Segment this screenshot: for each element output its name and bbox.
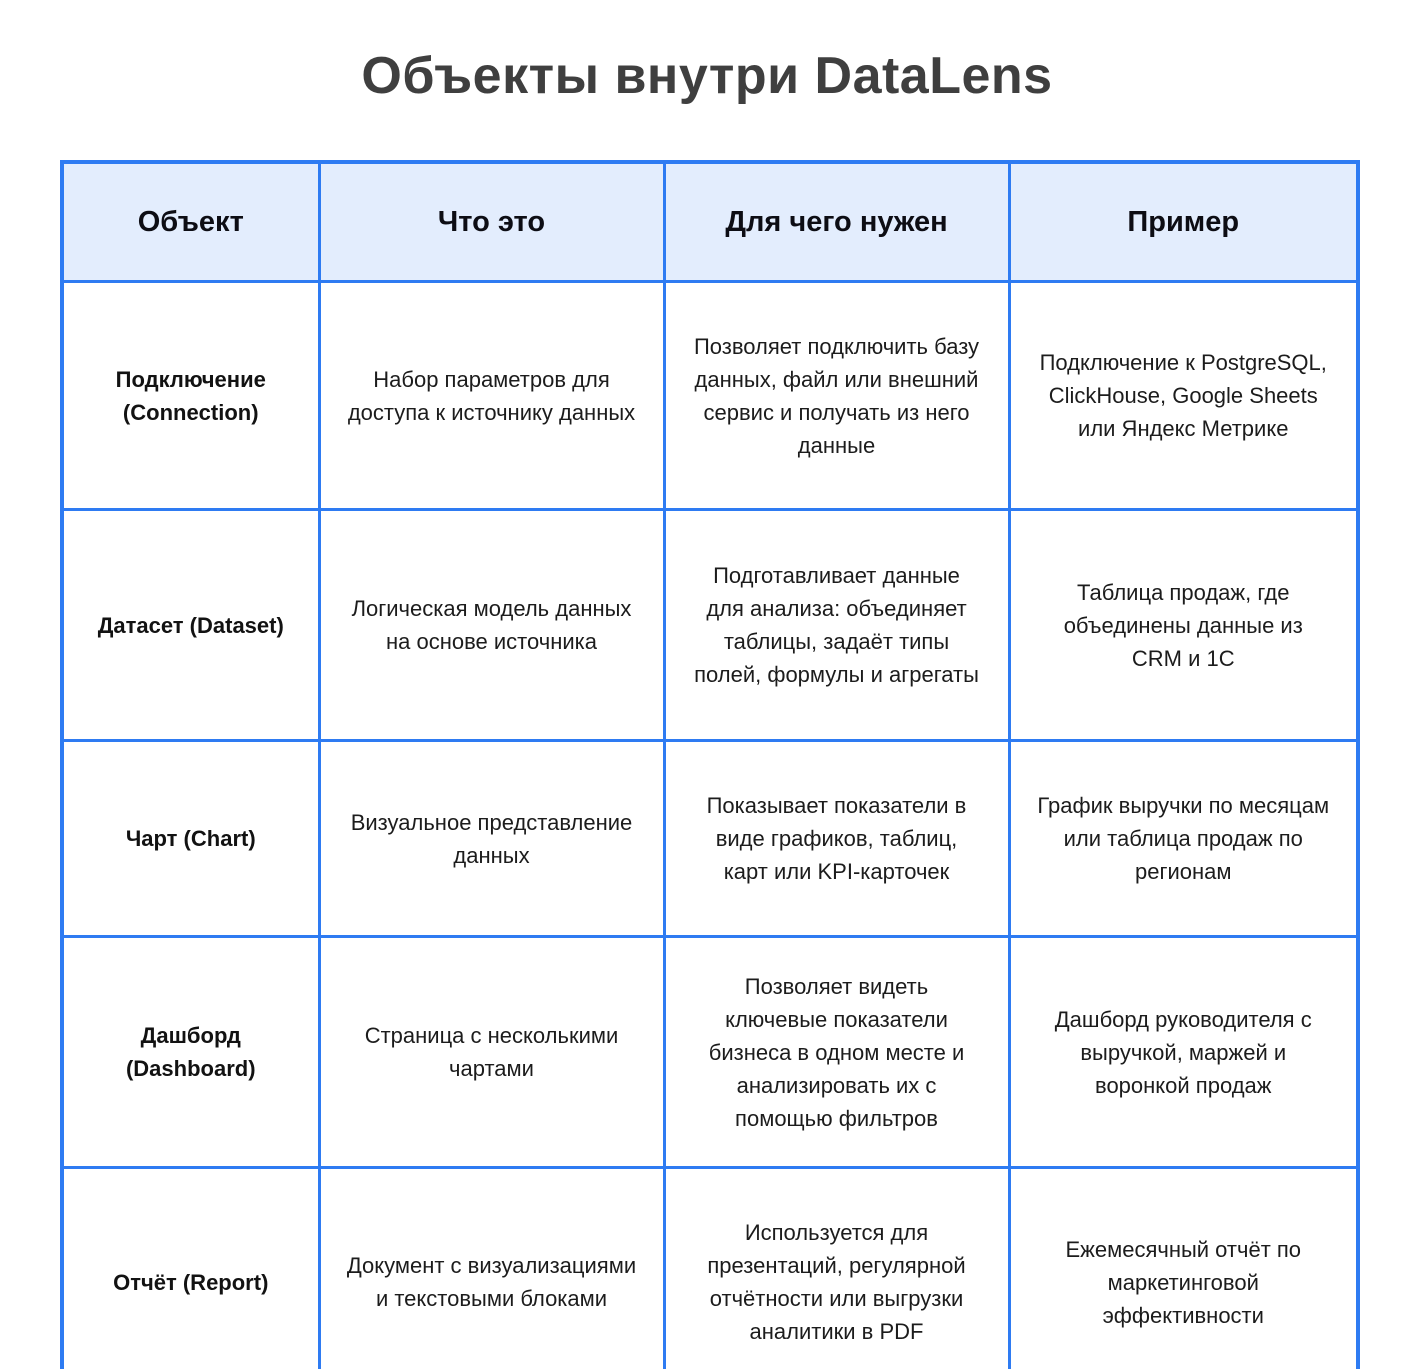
cell-what: Визуальное представление данных xyxy=(319,741,664,937)
cell-example: Дашборд руководителя с выручкой, маржей и воронкой продаж xyxy=(1009,937,1358,1168)
cell-what: Страница с несколькими чартами xyxy=(319,937,664,1168)
table-row-dataset xyxy=(62,510,1358,741)
cell-object: Подключение (Connection) xyxy=(62,282,319,510)
cell-purpose: Подготавливает данные для анализа: объединяет таблицы, задаёт типы полей, формулы и агрегаты xyxy=(664,510,1009,741)
datalens-objects-table xyxy=(60,160,1360,1369)
cell-what: Документ с визуализациями и текстовыми блоками xyxy=(319,1168,664,1369)
header-cell-purpose: Для чего нужен xyxy=(664,162,1009,282)
cell-example: График выручки по месяцам или таблица продаж по регионам xyxy=(1009,741,1358,937)
header-row xyxy=(62,162,1358,282)
cell-example: Ежемесячный отчёт по маркетинговой эффективности xyxy=(1009,1168,1358,1369)
cell-example: Таблица продаж, где объединены данные из CRM и 1С xyxy=(1009,510,1358,741)
header-cell-object: Объект xyxy=(62,162,319,282)
table-row-report xyxy=(62,1168,1358,1369)
cell-purpose: Используется для презентаций, регулярной отчётности или выгрузки аналитики в PDF xyxy=(664,1168,1009,1369)
cell-purpose: Позволяет подключить базу данных, файл или внешний сервис и получать из него данные xyxy=(664,282,1009,510)
table-row-chart xyxy=(62,741,1358,937)
cell-object: Отчёт (Report) xyxy=(62,1168,319,1369)
cell-object: Датасет (Dataset) xyxy=(62,510,319,741)
table-row-dashboard xyxy=(62,937,1358,1168)
cell-what: Логическая модель данных на основе источника xyxy=(319,510,664,741)
header-cell-example: Пример xyxy=(1009,162,1358,282)
cell-purpose: Показывает показатели в виде графиков, таблиц, карт или KPI-карточек xyxy=(664,741,1009,937)
cell-object: Дашборд (Dashboard) xyxy=(62,937,319,1168)
header-cell-what: Что это xyxy=(319,162,664,282)
table-row-connection xyxy=(62,282,1358,510)
page-title: Объекты внутри DataLens xyxy=(361,47,1053,105)
cell-object: Чарт (Chart) xyxy=(62,741,319,937)
cell-example: Подключение к PostgreSQL, ClickHouse, Google Sheets или Яндекс Метрике xyxy=(1009,282,1358,510)
cell-what: Набор параметров для доступа к источнику данных xyxy=(319,282,664,510)
cell-purpose: Позволяет видеть ключевые показатели бизнеса в одном месте и анализировать их с помощью фильтров xyxy=(664,937,1009,1168)
